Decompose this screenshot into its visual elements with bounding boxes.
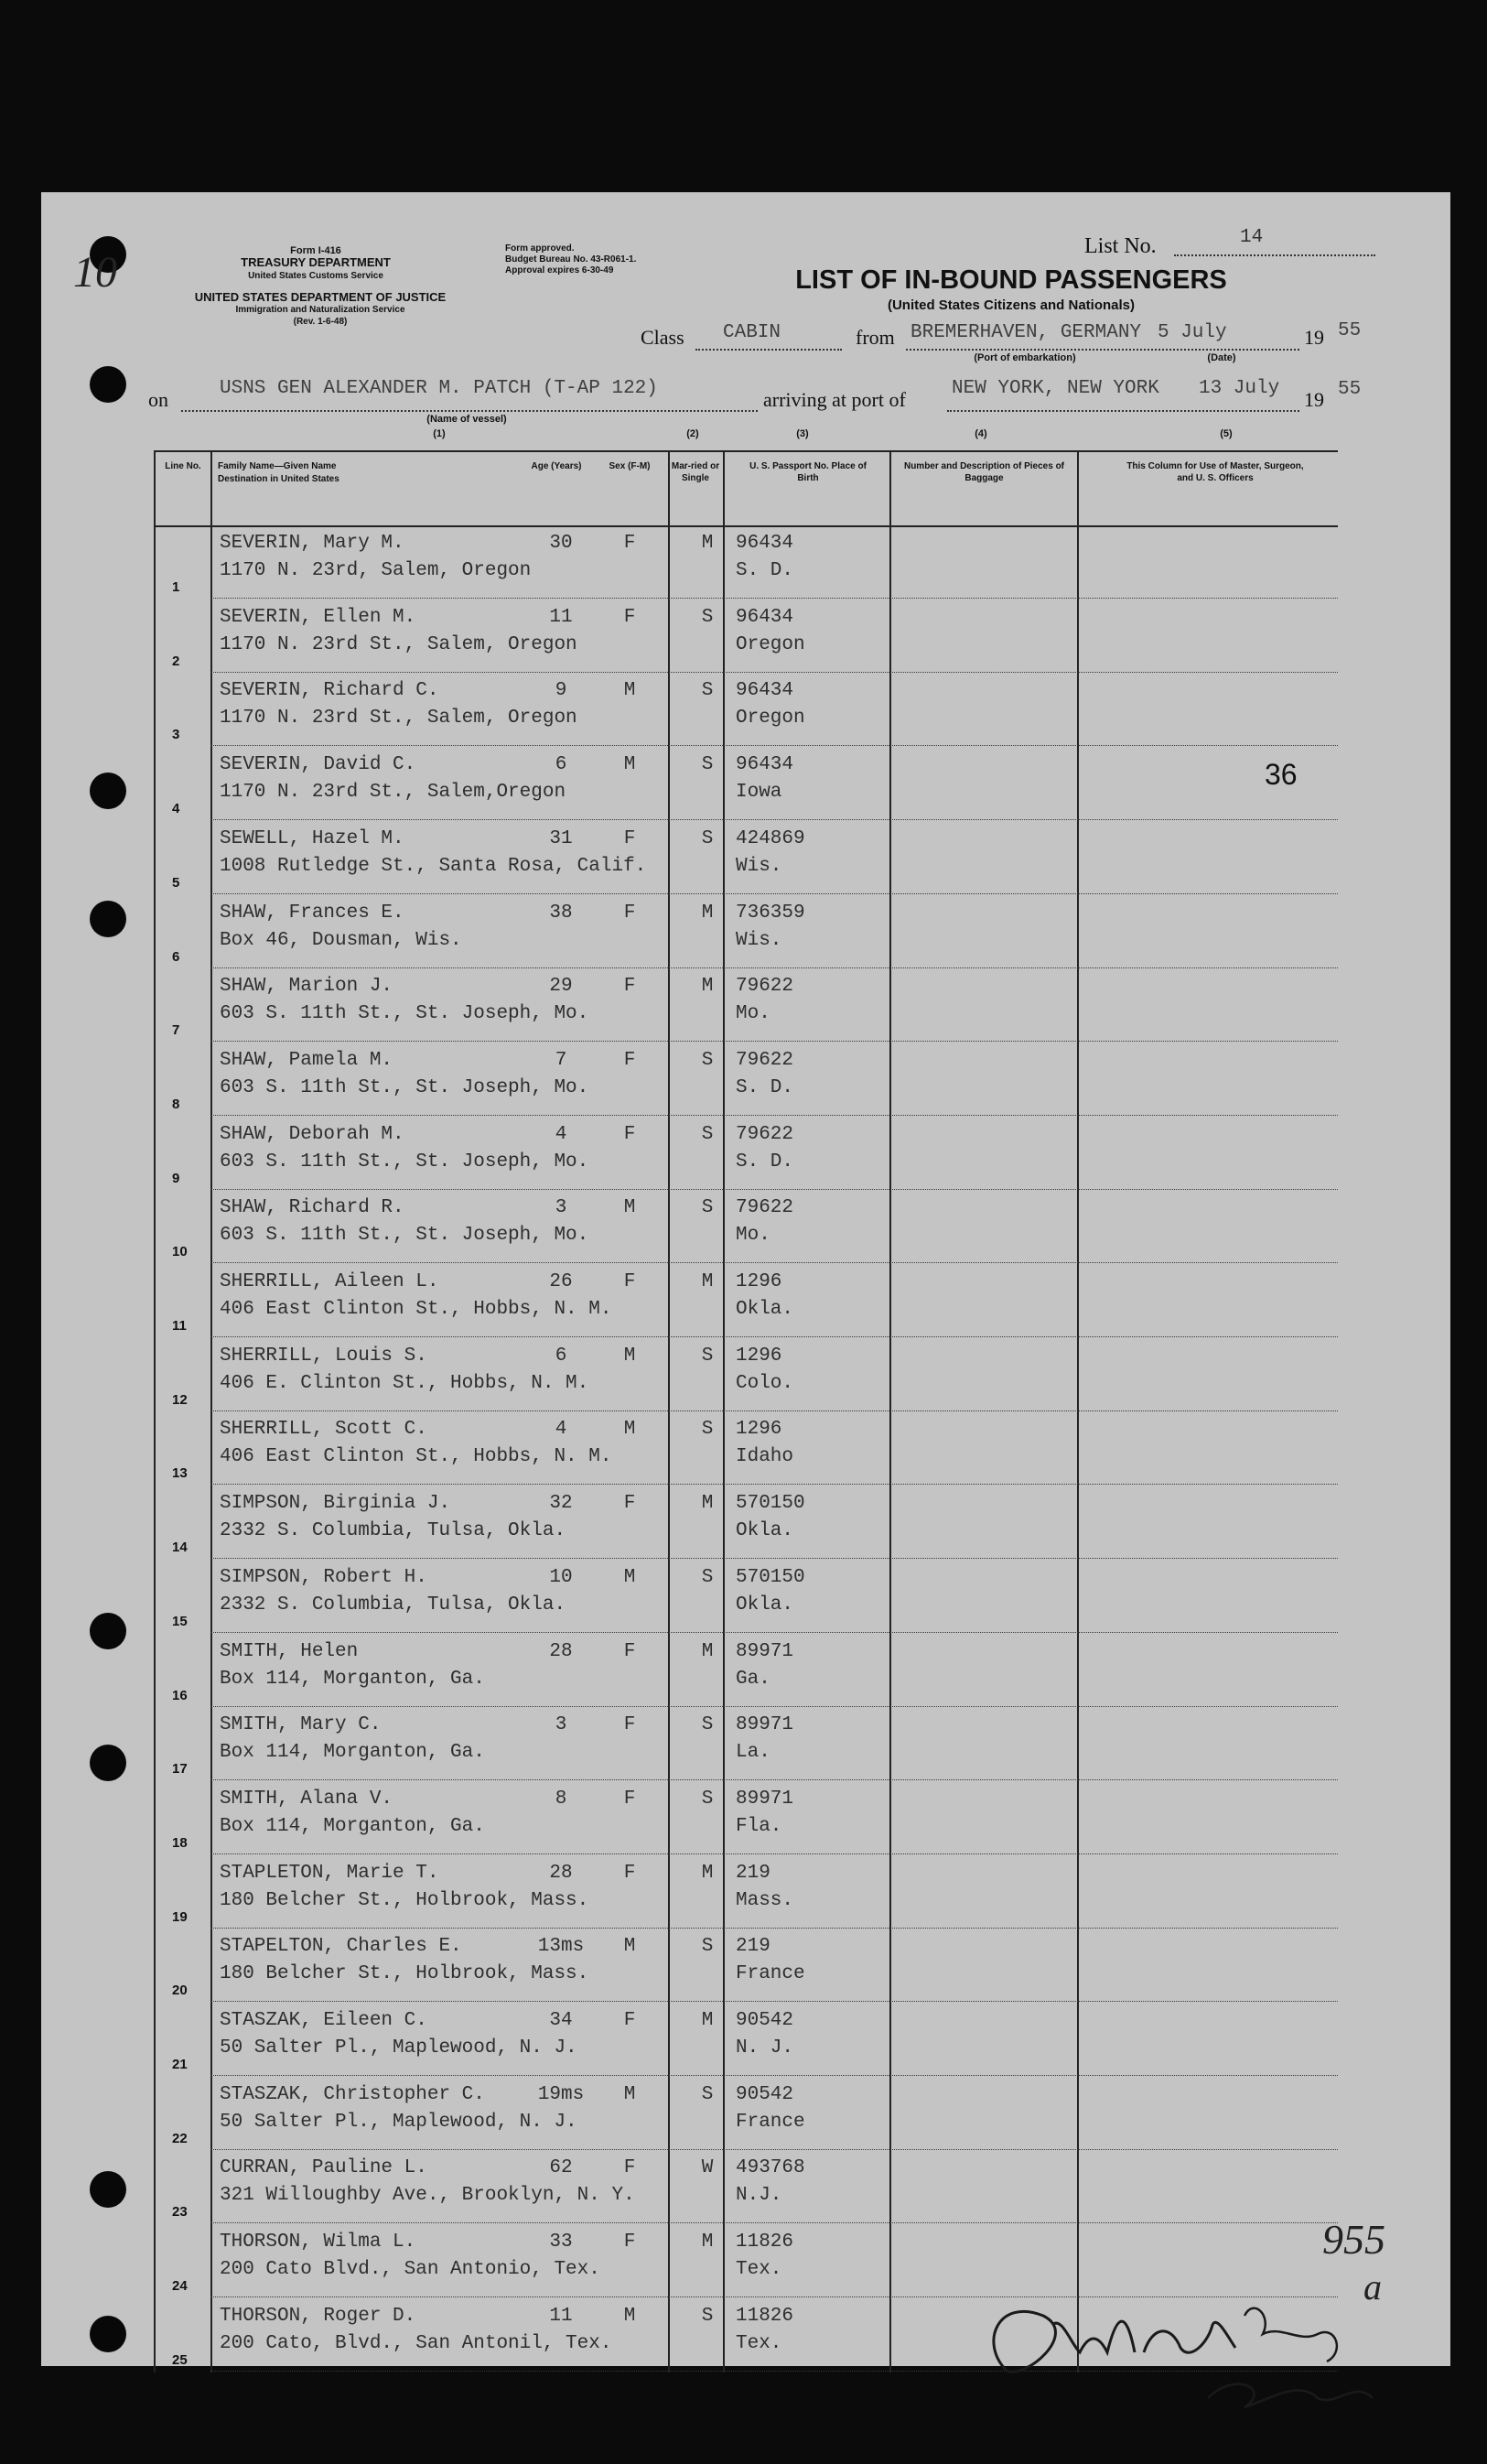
place-of-birth: Ga. [736,1668,770,1690]
passenger-sex: F [623,976,636,998]
justice-dept: UNITED STATES DEPARTMENT OF JUSTICE [194,290,447,304]
line-number: 15 [172,1613,188,1629]
table-row [154,1190,1338,1263]
marital-status: S [701,680,714,702]
passenger-name: THORSON, Wilma L. [220,2232,416,2253]
passenger-address: 1170 N. 23rd, Salem, Oregon [220,560,532,581]
signature [970,2261,1400,2416]
arrival-line [947,410,1299,412]
passport-number: 736359 [736,902,805,924]
passenger-sex: M [623,1936,636,1958]
passport-number: 79622 [736,1197,794,1219]
passport-number: 96434 [736,680,794,702]
punch-hole [90,366,126,403]
line-number: 16 [172,1687,188,1703]
marital-status: S [701,1049,714,1071]
place-of-birth: Okla. [736,1299,794,1320]
passenger-sex: F [623,827,636,849]
passenger-age: 3 [555,1714,567,1736]
col-number: (3) [796,428,809,439]
marital-status: S [701,1123,714,1145]
marital-status: M [701,2010,714,2031]
punch-hole [90,1745,126,1781]
passenger-address: 603 S. 11th St., St. Joseph, Mo. [220,1151,589,1173]
officer-note: 36 [1265,758,1298,791]
passenger-sex: F [623,1123,636,1145]
passport-number: 89971 [736,1640,794,1662]
marital-status: S [701,1566,714,1588]
passenger-name: SIMPSON, Robert H. [220,1566,427,1588]
passenger-age: 30 [549,533,573,554]
passenger-sex: F [623,1788,636,1810]
marital-status: M [701,533,714,554]
col-header-passport: U. S. Passport No. Place of Birth [749,461,867,483]
date-caption: (Date) [1207,352,1236,363]
place-of-birth: Okla. [736,1520,794,1542]
passenger-address: 406 East Clinton St., Hobbs, N. M. [220,1446,612,1468]
ins-service: Immigration and Naturalization Service [235,305,405,315]
place-of-birth: Wis. [736,855,782,877]
table-row [154,673,1338,746]
passenger-address: 1170 N. 23rd St., Salem, Oregon [220,708,577,729]
passenger-age: 6 [555,754,567,776]
marital-status: S [701,1936,714,1958]
passenger-age: 3 [555,1197,567,1219]
vessel-name: USNS GEN ALEXANDER M. PATCH (T-AP 122) [220,378,658,399]
marital-status: M [701,1862,714,1884]
arrival-port: NEW YORK, NEW YORK [952,378,1159,399]
passenger-name: SEVERIN, David C. [220,754,416,776]
punch-hole [90,1613,126,1649]
col-header-sex: Sex (F-M) [609,461,651,471]
col-header-officers: This Column for Use of Master, Surgeon, and U. S. Officers [1126,461,1304,483]
passport-number: 1296 [736,1419,782,1441]
table-row [154,1338,1338,1411]
passenger-address: 50 Salter Pl., Maplewood, N. J. [220,2037,577,2059]
passport-number: 11826 [736,2232,794,2253]
passport-number: 79622 [736,1123,794,1145]
passenger-name: STASZAK, Christopher C. [220,2083,485,2105]
marital-status: M [701,1493,714,1515]
line-number: 20 [172,1983,188,1999]
place-of-birth: Iowa [736,782,782,804]
passenger-name: SEWELL, Hazel M. [220,827,404,849]
passport-number: 79622 [736,976,794,998]
passenger-sex: F [623,1049,636,1071]
form-number: Form I-416 [290,245,341,256]
passenger-age: 33 [549,2232,573,2253]
table-row [154,1707,1338,1780]
table-row [154,1117,1338,1190]
table-row [154,1486,1338,1559]
line-number: 22 [172,2130,188,2146]
punch-hole [90,2171,126,2208]
line-number: 18 [172,1834,188,1851]
marital-status: W [701,2157,714,2179]
line-number: 23 [172,2204,188,2221]
col-header-married: Mar-ried or Single [671,461,720,483]
passport-number: 1296 [736,1345,782,1367]
marital-status: M [701,1271,714,1292]
passenger-address: 321 Willoughby Ave., Brooklyn, N. Y. [220,2185,635,2207]
place-of-birth: France [736,2111,805,2133]
passenger-sex: F [623,606,636,628]
passenger-name: SHAW, Pamela M. [220,1049,393,1071]
passenger-sex: F [623,2010,636,2031]
passenger-address: 406 East Clinton St., Hobbs, N. M. [220,1299,612,1320]
passenger-age: 32 [549,1493,573,1515]
place-of-birth: Okla. [736,1594,794,1616]
marital-status: S [701,754,714,776]
place-of-birth: La. [736,1742,770,1764]
passenger-age: 13ms [537,1936,585,1958]
punch-hole [90,773,126,809]
place-of-birth: Tex. [736,2332,782,2354]
table-row [154,747,1338,820]
passenger-sex: M [623,680,636,702]
col-number: (1) [433,428,446,439]
line-number: 24 [172,2278,188,2295]
line-number: 21 [172,2057,188,2072]
passenger-age: 11 [549,606,573,628]
col-number: (4) [975,428,987,439]
passenger-address: 406 E. Clinton St., Hobbs, N. M. [220,1372,589,1394]
passenger-sex: F [623,533,636,554]
place-of-birth: Idaho [736,1446,794,1468]
passenger-name: SMITH, Mary C. [220,1714,382,1736]
passport-number: 219 [736,1862,770,1884]
vessel-line [181,410,758,412]
passenger-age: 9 [555,680,567,702]
passenger-age: 62 [549,2157,573,2179]
table-row [154,895,1338,968]
line-number: 11 [172,1318,187,1334]
line-number: 13 [172,1465,188,1482]
table-row [154,1855,1338,1929]
passenger-address: 180 Belcher St., Holbrook, Mass. [220,1889,589,1911]
line-number: 12 [172,1391,188,1408]
passport-number: 219 [736,1936,770,1958]
table-row [154,968,1338,1042]
passenger-sex: F [623,1493,636,1515]
line-number: 4 [172,801,180,817]
table-row [154,1411,1338,1485]
place-of-birth: France [736,1963,805,1985]
marital-status: M [701,2232,714,2253]
line-number: 19 [172,1908,188,1925]
line-number: 1 [172,579,180,595]
passenger-sex: F [623,2157,636,2179]
passenger-age: 6 [555,1345,567,1367]
list-no-label: List No. [1084,234,1157,258]
passenger-name: SHAW, Marion J. [220,976,393,998]
passenger-age: 34 [549,2010,573,2031]
passenger-sex: F [623,1640,636,1662]
passenger-sex: M [623,1197,636,1219]
passenger-address: Box 46, Dousman, Wis. [220,929,462,951]
line-number: 5 [172,874,180,891]
passenger-name: SMITH, Alana V. [220,1788,393,1810]
passenger-name: SHERRILL, Louis S. [220,1345,427,1367]
page-subtitle: (United States Citizens and Nationals) [887,297,1136,313]
marital-status: M [701,1640,714,1662]
passenger-name: SMITH, Helen [220,1640,359,1662]
line-number: 25 [172,2351,188,2368]
passenger-address: 1008 Rutledge St., Santa Rosa, Calif. [220,855,647,877]
place-of-birth: S. D. [736,560,794,581]
treasury-dept: TREASURY DEPARTMENT [241,255,391,269]
list-no-line [1174,254,1375,256]
passenger-sex: F [623,2232,636,2253]
passport-number: 570150 [736,1566,805,1588]
passenger-address: 603 S. 11th St., St. Joseph, Mo. [220,1003,589,1025]
passenger-age: 31 [549,827,573,849]
marital-status: S [701,606,714,628]
passenger-address: 50 Salter Pl., Maplewood, N. J. [220,2111,577,2133]
passenger-age: 26 [549,1271,573,1292]
line-number: 10 [172,1244,188,1260]
passenger-name: SHAW, Deborah M. [220,1123,404,1145]
customs-service: United States Customs Service [248,271,383,281]
passenger-address: 200 Cato Blvd., San Antonio, Tex. [220,2259,600,2281]
passenger-address: 200 Cato, Blvd., San Antonil, Tex. [220,2332,612,2354]
passenger-sex: M [623,1419,636,1441]
col-number: (2) [686,428,699,439]
passenger-age: 29 [549,976,573,998]
list-no-value: 14 [1240,227,1264,248]
place-of-birth: Mo. [736,1003,770,1025]
place-of-birth: Oregon [736,633,805,655]
table-row [154,821,1338,894]
col-header-age: Age (Years) [531,461,582,471]
table-row [154,525,1338,599]
passenger-age: 7 [555,1049,567,1071]
approval-expires: Approval expires 6-30-49 [505,265,614,276]
class-line [695,349,842,351]
table-row [154,2077,1338,2150]
line-number: 3 [172,727,180,743]
form-revision: (Rev. 1-6-48) [293,317,348,327]
table-row [154,1634,1338,1707]
passport-number: 96434 [736,606,794,628]
passenger-address: 2332 S. Columbia, Tulsa, Okla. [220,1594,566,1616]
passport-number: 89971 [736,1788,794,1810]
budget-bureau: Budget Bureau No. 43-R061-1. [505,254,637,265]
passenger-sex: M [623,754,636,776]
passenger-name: STAPLETON, Marie T. [220,1862,439,1884]
passenger-address: 180 Belcher St., Holbrook, Mass. [220,1963,589,1985]
line-number: 7 [172,1022,180,1039]
passport-number: 96434 [736,754,794,776]
line-number: 6 [172,948,180,965]
col-header-baggage: Number and Description of Pieces of Baggage [903,461,1065,483]
col-number: (5) [1220,428,1233,439]
year-prefix: 19 [1304,326,1324,349]
place-of-birth: Colo. [736,1372,794,1394]
passenger-name: SIMPSON, Birginia J. [220,1493,451,1515]
line-number: 17 [172,1761,188,1778]
passenger-age: 4 [555,1123,567,1145]
marital-status: S [701,1345,714,1367]
passenger-address: 1170 N. 23rd St., Salem,Oregon [220,782,566,804]
passenger-address: 603 S. 11th St., St. Joseph, Mo. [220,1225,589,1247]
passenger-name: SHERRILL, Scott C. [220,1419,427,1441]
embark-port: BREMERHAVEN, GERMANY [911,322,1142,343]
passport-number: 493768 [736,2157,805,2179]
passenger-address: Box 114, Morganton, Ga. [220,1668,485,1690]
passenger-table [154,450,1338,2372]
passenger-name: SEVERIN, Richard C. [220,680,439,702]
page-title: LIST OF IN-BOUND PASSENGERS [795,265,1227,295]
passenger-age: 28 [549,1640,573,1662]
passenger-address: Box 114, Morganton, Ga. [220,1742,485,1764]
passport-number: 90542 [736,2010,794,2031]
passport-number: 79622 [736,1049,794,1071]
col-header-line: Line No. [165,461,201,471]
passenger-age: 10 [549,1566,573,1588]
place-of-birth: N.J. [736,2185,782,2207]
place-of-birth: Tex. [736,2259,782,2281]
from-label: from [856,326,895,349]
line-number: 2 [172,653,180,669]
passport-number: 90542 [736,2083,794,2105]
passport-number: 424869 [736,827,805,849]
passenger-name: SEVERIN, Mary M. [220,533,404,554]
passport-number: 11826 [736,2305,794,2327]
passenger-name: SEVERIN, Ellen M. [220,606,416,628]
passport-number: 1296 [736,1271,782,1292]
table-row [154,1264,1338,1337]
line-number: 9 [172,1170,180,1186]
from-line [906,349,1299,351]
table-row [154,2150,1338,2223]
place-of-birth: Wis. [736,929,782,951]
marital-status: S [701,827,714,849]
place-of-birth: S. D. [736,1076,794,1098]
table-row [154,1560,1338,1633]
passenger-age: 11 [549,2305,573,2327]
passenger-name: SHAW, Frances E. [220,902,404,924]
passport-number: 96434 [736,533,794,554]
place-of-birth: S. D. [736,1151,794,1173]
col-header-dest: Destination in United States [218,474,339,484]
passenger-name: STASZAK, Eileen C. [220,2010,427,2031]
vessel-caption: (Name of vessel) [426,414,507,425]
class-value: CABIN [723,322,781,343]
passenger-sex: F [623,1271,636,1292]
passenger-age: 19ms [537,2083,585,2105]
on-label: on [148,388,168,411]
embark-year: 55 [1338,320,1362,341]
place-of-birth: Oregon [736,708,805,729]
marital-status: S [701,2305,714,2327]
passenger-name: SHAW, Richard R. [220,1197,404,1219]
marital-status: M [701,976,714,998]
passenger-age: 28 [549,1862,573,1884]
punch-hole [90,2316,126,2352]
passenger-sex: M [623,1566,636,1588]
corner-annotation: 955 [1322,2216,1385,2263]
place-of-birth: Mo. [736,1225,770,1247]
passenger-age: 38 [549,902,573,924]
passenger-address: Box 114, Morganton, Ga. [220,1815,485,1837]
marital-status: S [701,1197,714,1219]
place-of-birth: Fla. [736,1815,782,1837]
passenger-name: STAPELTON, Charles E. [220,1936,462,1958]
passport-number: 89971 [736,1714,794,1736]
corner-annotation-letter: a [1363,2266,1382,2307]
place-of-birth: N. J. [736,2037,794,2059]
passport-number: 570150 [736,1493,805,1515]
passenger-name: SHERRILL, Aileen L. [220,1271,439,1292]
place-of-birth: Mass. [736,1889,794,1911]
table-row [154,600,1338,673]
class-label: Class [641,326,684,349]
year-prefix: 19 [1304,388,1324,411]
port-caption: (Port of embarkation) [974,352,1076,363]
table-row [154,1043,1338,1116]
table-row [154,1929,1338,2002]
punch-hole [90,901,126,937]
passenger-sex: F [623,1714,636,1736]
table-row [154,2003,1338,2076]
passenger-age: 4 [555,1419,567,1441]
passenger-address: 603 S. 11th St., St. Joseph, Mo. [220,1076,589,1098]
marital-status: M [701,902,714,924]
passenger-age: 8 [555,1788,567,1810]
passenger-sex: M [623,1345,636,1367]
passenger-sex: F [623,902,636,924]
col-header-name: Family Name—Given Name [218,461,337,471]
embark-date: 5 July [1158,322,1227,343]
passenger-sex: M [623,2305,636,2327]
arrival-year: 55 [1338,379,1362,400]
passenger-sex: M [623,2083,636,2105]
passenger-address: 1170 N. 23rd St., Salem, Oregon [220,633,577,655]
passenger-sex: F [623,1862,636,1884]
arriving-label: arriving at port of [763,388,906,411]
passenger-name: CURRAN, Pauline L. [220,2157,427,2179]
passenger-name: THORSON, Roger D. [220,2305,416,2327]
arrival-date: 13 July [1199,378,1280,399]
marital-status: S [701,1714,714,1736]
line-number: 8 [172,1096,180,1112]
passenger-address: 2332 S. Columbia, Tulsa, Okla. [220,1520,566,1542]
marital-status: S [701,1788,714,1810]
table-row [154,1781,1338,1854]
margin-mark: 10 [73,248,117,297]
marital-status: S [701,1419,714,1441]
marital-status: S [701,2083,714,2105]
form-approved: Form approved. [505,243,575,254]
line-number: 14 [172,1540,188,1556]
